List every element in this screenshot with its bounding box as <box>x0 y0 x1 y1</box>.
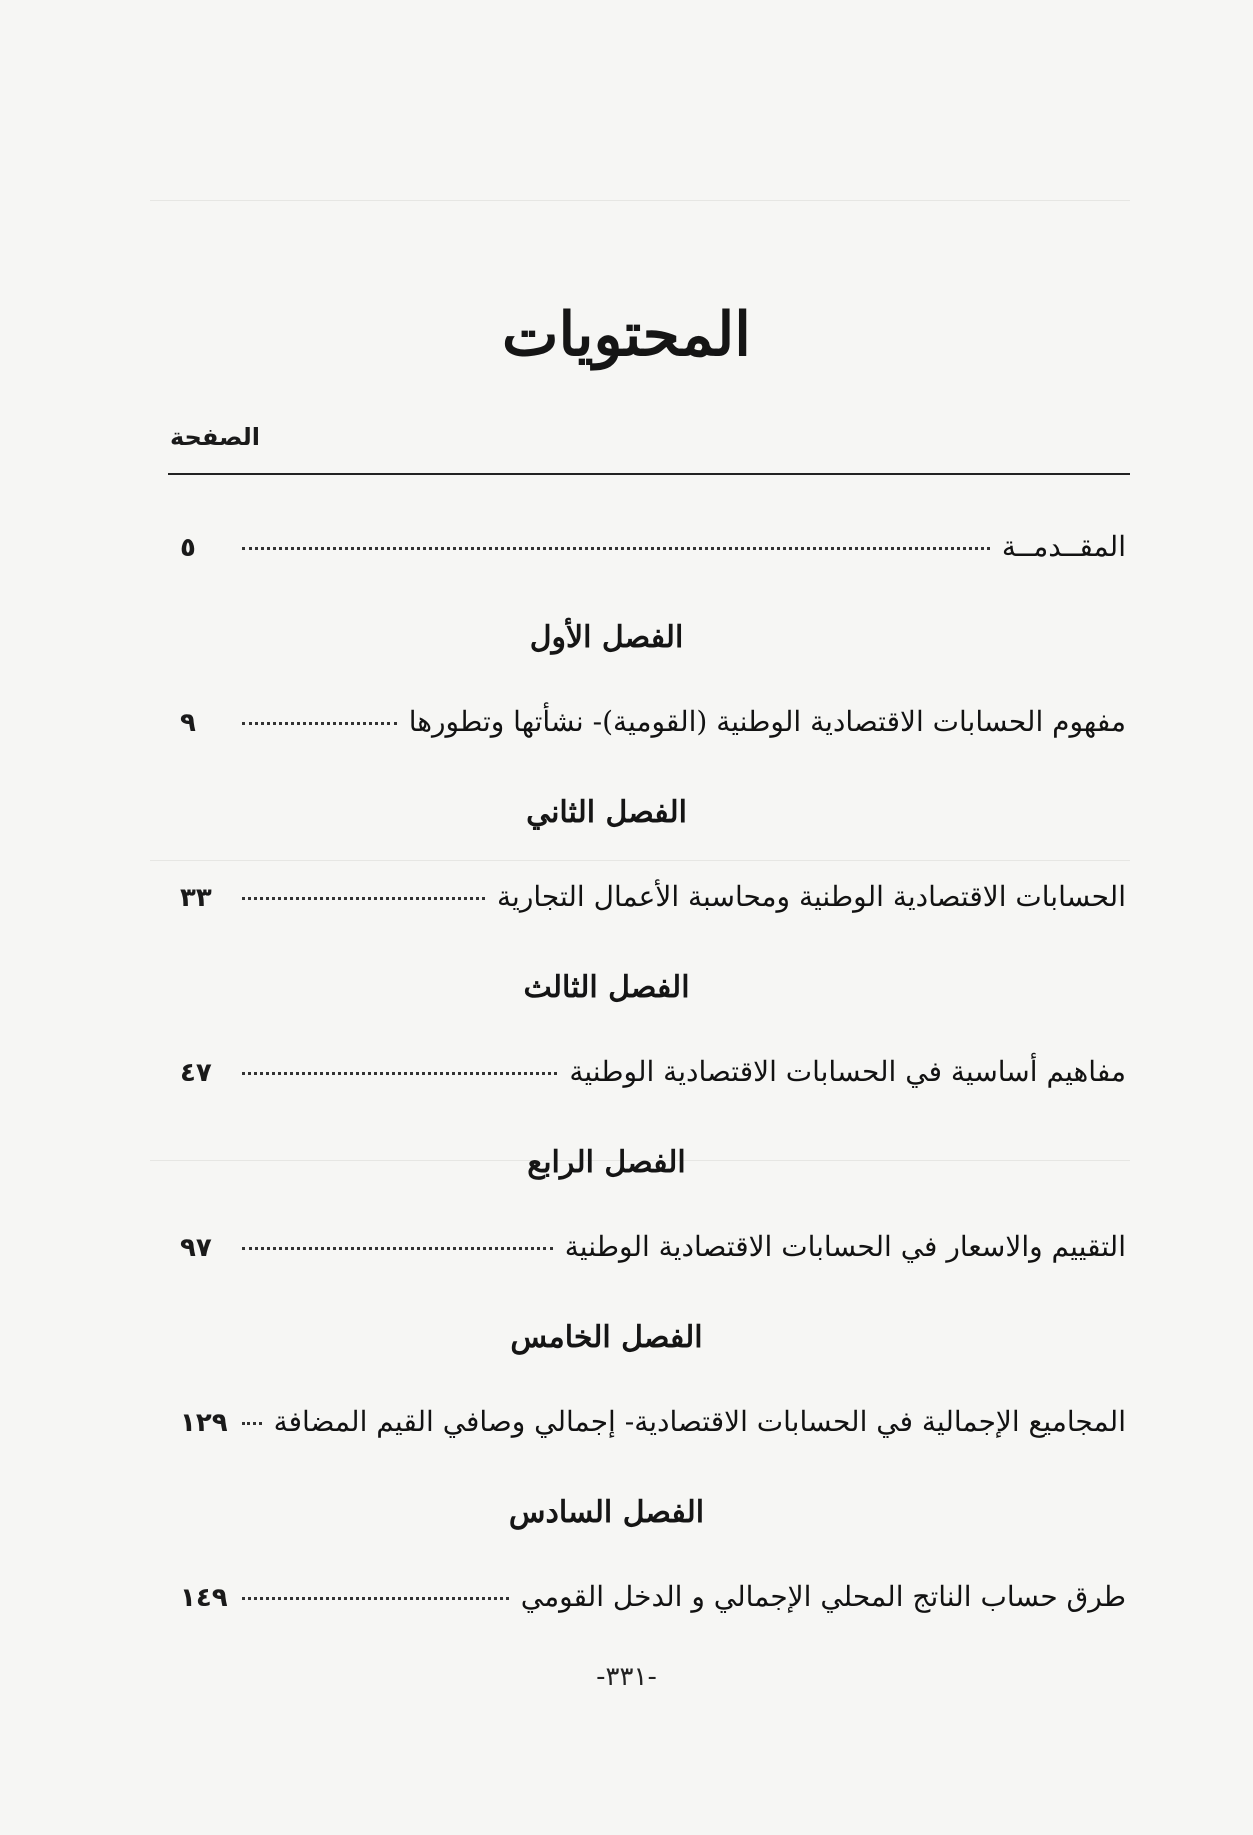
toc-entry-page: ١٢٩ <box>180 1408 228 1438</box>
chapter-heading-3: الفصل الثالث <box>523 970 690 1005</box>
toc-entry-chapter-1[interactable] <box>180 705 1126 745</box>
chapter-heading-6: الفصل السادس <box>508 1495 705 1530</box>
toc-entry-chapter-3[interactable] <box>180 1055 1126 1095</box>
toc-entry-title: مفاهيم أساسية في الحسابات الاقتصادية الوطنية <box>569 1055 1126 1088</box>
toc-entry-title: المقــدمــة <box>1001 530 1126 563</box>
toc-entry-page: ١٤٩ <box>180 1583 228 1613</box>
dot-leader <box>242 547 990 550</box>
toc-entry-chapter-5[interactable] <box>180 1405 1126 1445</box>
toc-entry-chapter-4[interactable] <box>180 1230 1126 1270</box>
dot-leader <box>242 1422 262 1425</box>
bleed-through-rule <box>150 200 1130 201</box>
dot-leader <box>242 897 485 900</box>
toc-entry-title: الحسابات الاقتصادية الوطنية ومحاسبة الأعمال التجارية <box>497 880 1126 913</box>
dot-leader <box>242 1072 557 1075</box>
chapter-heading-4: الفصل الرابع <box>527 1145 686 1180</box>
toc-entry-title: طرق حساب الناتج المحلي الإجمالي و الدخل القومي <box>520 1580 1126 1613</box>
dot-leader <box>242 1247 553 1250</box>
header-divider <box>168 473 1130 475</box>
toc-entry-introduction[interactable] <box>180 530 1126 570</box>
toc-entry-page: ٣٣ <box>180 883 212 913</box>
toc-entry-title: مفهوم الحسابات الاقتصادية الوطنية (القومية)- نشأتها وتطورها <box>408 705 1126 738</box>
toc-entry-chapter-2[interactable] <box>180 880 1126 920</box>
toc-entry-title: المجاميع الإجمالية في الحسابات الاقتصادية- إجمالي وصافي القيم المضافة <box>273 1405 1126 1438</box>
toc-entry-title: التقييم والاسعار في الحسابات الاقتصادية الوطنية <box>564 1230 1126 1263</box>
chapter-heading-5: الفصل الخامس <box>510 1320 703 1355</box>
toc-entry-chapter-6[interactable] <box>180 1580 1126 1620</box>
page-title: المحتويات <box>502 300 751 370</box>
bleed-through-rule <box>150 860 1130 861</box>
chapter-heading-2: الفصل الثاني <box>526 795 687 830</box>
toc-entry-page: ٥ <box>180 533 196 563</box>
page-number: -٣٣١- <box>596 1662 657 1692</box>
page-column-label: الصفحة <box>170 423 261 451</box>
chapter-heading-1: الفصل الأول <box>529 620 684 655</box>
dot-leader <box>242 722 397 725</box>
toc-entry-page: ٩ <box>180 708 196 738</box>
toc-entry-page: ٤٧ <box>180 1058 212 1088</box>
toc-entry-page: ٩٧ <box>180 1233 212 1263</box>
dot-leader <box>242 1597 509 1600</box>
